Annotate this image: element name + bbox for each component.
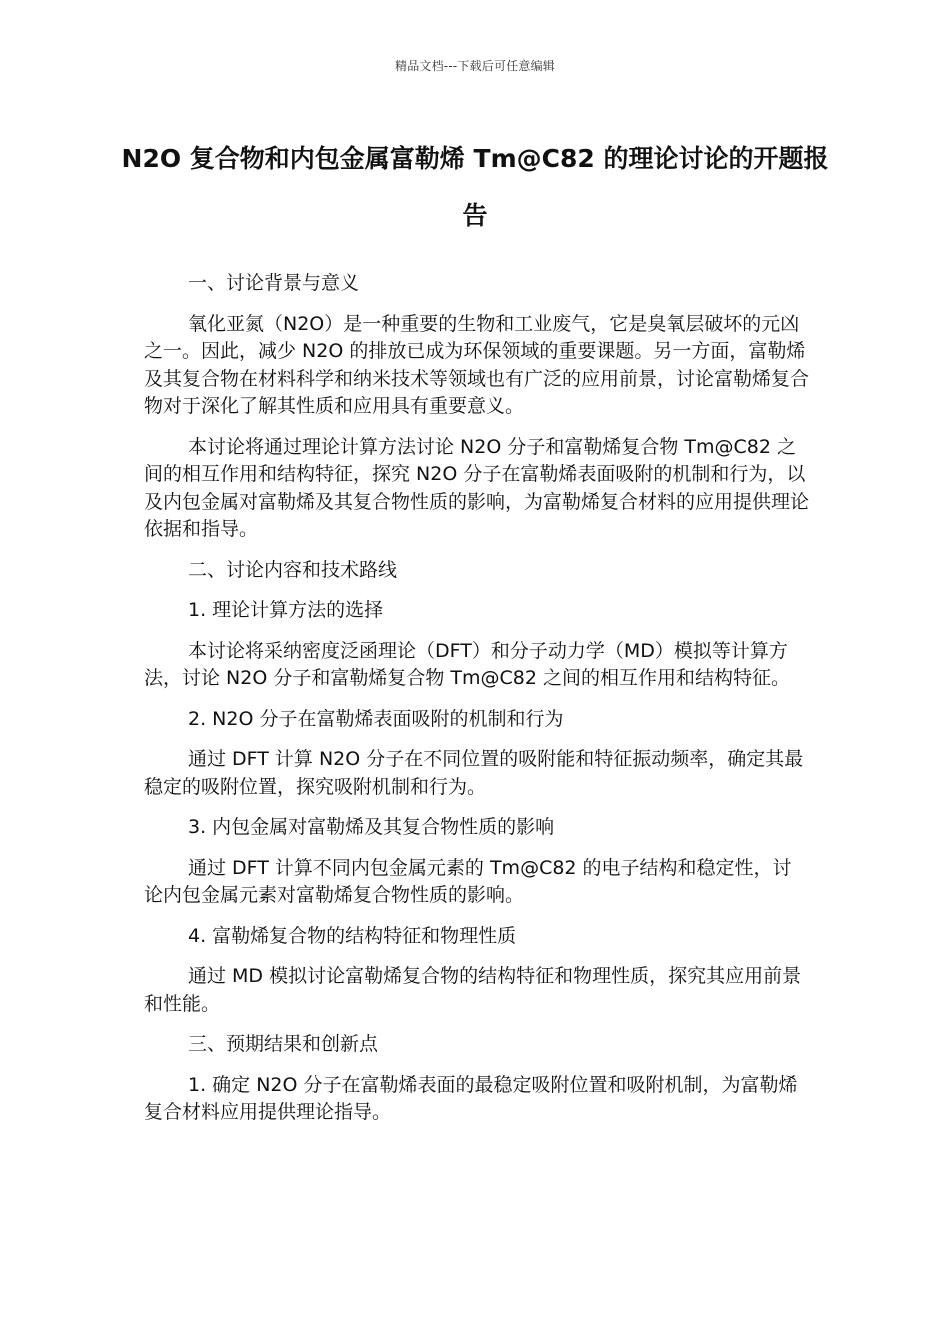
subheading-adsorption: 2. N2O 分子在富勒烯表面吸附的机制和行为 (188, 707, 564, 730)
page-header-note: 精品文档---下载后可任意编辑 (395, 59, 555, 73)
paragraph-structure-properties: 通过 MD 模拟讨论富勒烯复合物的结构特征和物理性质，探究其应用前景和性能。 (144, 965, 802, 1015)
paragraph-research-aim: 本讨论将通过理论计算方法讨论 N2O 分子和富勒烯复合物 Tm@C82 之间的相互作用和结构特征，探究 N2O 分子在富勒烯表面吸附的机制和行为，以及内包金属对富勒烯及其复合物性质的影响，为富勒烯复合材料的应用提供理论依据和指导。 (144, 435, 810, 540)
section-heading-expected-results: 三、预期结果和创新点 (188, 1033, 379, 1055)
paragraph-adsorption: 通过 DFT 计算 N2O 分子在不同位置的吸附能和特征振动频率，确定其最稳定的吸附位置，探究吸附机制和行为。 (144, 748, 804, 798)
subheading-metal-effect: 3. 内包金属对富勒烯及其复合物性质的影响 (188, 816, 555, 838)
section-heading-content: 二、讨论内容和技术路线 (188, 558, 398, 581)
paragraph-metal-effect: 通过 DFT 计算不同内包金属元素的 Tm@C82 的电子结构和稳定性，讨论内包金属元素对富勒烯复合物性质的影响。 (144, 856, 792, 906)
subheading-method-selection: 1. 理论计算方法的选择 (188, 599, 384, 621)
paragraph-background: 氧化亚氮（N2O）是一种重要的生物和工业废气，它是臭氧层破坏的元凶之一。因此，减少 N2O 的排放已成为环保领域的重要课题。另一方面，富勒烯及其复合物在材料科学和纳米技术等领域也有广泛的应用前景，讨论富勒烯复合物对于深化了解其性质和应用具有重要意义。 (144, 312, 810, 417)
subheading-structure-properties: 4. 富勒烯复合物的结构特征和物理性质 (188, 924, 517, 947)
section-heading-background: 一、讨论背景与意义 (188, 272, 360, 294)
paragraph-method-selection: 本讨论将采纳密度泛函理论（DFT）和分子动力学（MD）模拟等计算方法，讨论 N2O 分子和富勒烯复合物 Tm@C82 之间的相互作用和结构特征。 (144, 639, 790, 689)
document-body (144, 270, 809, 1140)
paragraph-expected-result-1: 1. 确定 N2O 分子在富勒烯表面的最稳定吸附位置和吸附机制，为富勒烯复合材料应用提供理论指导。 (144, 1073, 798, 1123)
document-title: N2O 复合物和内包金属富勒烯 Tm@C82 的理论讨论的开题报告 (121, 144, 829, 230)
